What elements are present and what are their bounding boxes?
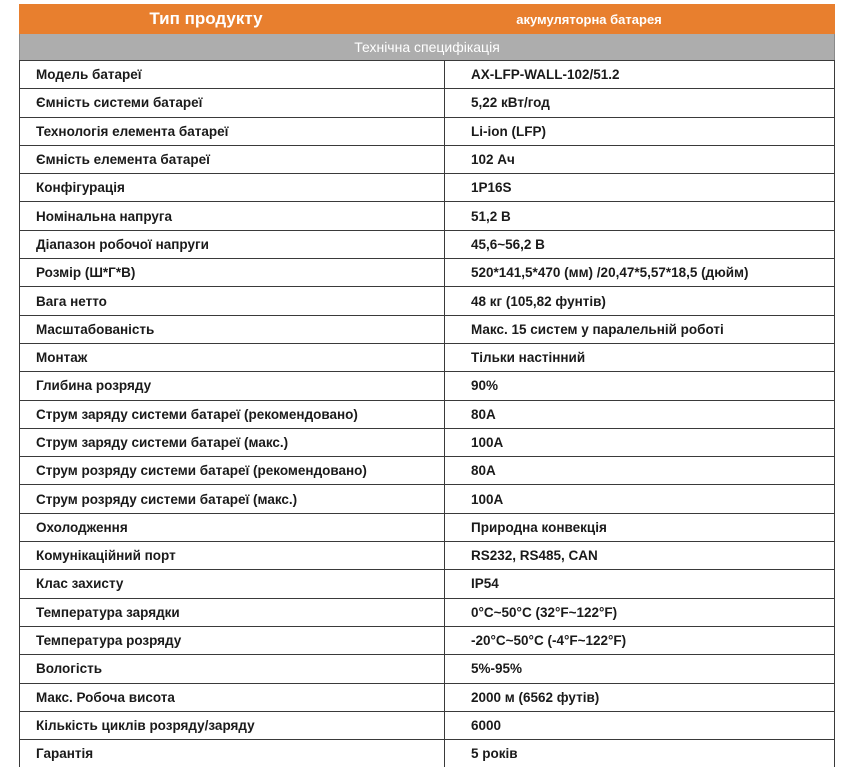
spec-row (20, 287, 835, 315)
spec-label: Комунікаційний порт (20, 542, 445, 570)
product-type-label: Тип продукту (149, 9, 263, 28)
spec-row (20, 485, 835, 513)
spec-value: 6000 (445, 711, 835, 739)
spec-label: Струм заряду системи батареї (макс.) (20, 428, 445, 456)
spec-label: Вологість (20, 655, 445, 683)
spec-row (20, 626, 835, 654)
spec-value: 520*141,5*470 (мм) /20,47*5,57*18,5 (дюйм) (445, 259, 835, 287)
spec-row (20, 598, 835, 626)
spec-label: Монтаж (20, 343, 445, 371)
spec-value: 100A (445, 485, 835, 513)
spec-row (20, 61, 835, 89)
spec-value: 48 кг (105,82 фунтів) (445, 287, 835, 315)
spec-label: Ємність елемента батареї (20, 145, 445, 173)
spec-value: 80A (445, 400, 835, 428)
spec-row (20, 174, 835, 202)
spec-label: Охолодження (20, 513, 445, 541)
spec-row (20, 259, 835, 287)
spec-value: AX-LFP-WALL-102/51.2 (445, 61, 835, 89)
spec-label: Температура розряду (20, 626, 445, 654)
spec-value: 5 років (445, 740, 835, 768)
spec-label: Розмір (Ш*Г*В) (20, 259, 445, 287)
spec-row (20, 372, 835, 400)
spec-value: 45,6~56,2 В (445, 230, 835, 258)
spec-row (20, 457, 835, 485)
spec-value: Макс. 15 систем у паралельній роботі (445, 315, 835, 343)
spec-value: 80A (445, 457, 835, 485)
spec-row (20, 740, 835, 768)
spec-row (20, 202, 835, 230)
spec-label: Діапазон робочої напруги (20, 230, 445, 258)
spec-label: Конфігурація (20, 174, 445, 202)
spec-value: 5,22 кВт/год (445, 89, 835, 117)
spec-value: 102 Ач (445, 145, 835, 173)
spec-value: 2000 м (6562 футів) (445, 683, 835, 711)
spec-value: 90% (445, 372, 835, 400)
spec-value: 1P16S (445, 174, 835, 202)
spec-label: Макс. Робоча висота (20, 683, 445, 711)
spec-sheet (19, 4, 835, 767)
spec-label: Температура зарядки (20, 598, 445, 626)
spec-value: 100A (445, 428, 835, 456)
spec-value: RS232, RS485, CAN (445, 542, 835, 570)
spec-label: Клас захисту (20, 570, 445, 598)
spec-value: IP54 (445, 570, 835, 598)
spec-label: Струм розряду системи батареї (макс.) (20, 485, 445, 513)
spec-value: 51,2 В (445, 202, 835, 230)
spec-row (20, 513, 835, 541)
spec-row (20, 400, 835, 428)
spec-label: Технологія елемента батареї (20, 117, 445, 145)
spec-label: Гарантія (20, 740, 445, 768)
spec-row (20, 145, 835, 173)
spec-label: Вага нетто (20, 287, 445, 315)
product-type-value: акумуляторна батарея (516, 11, 662, 27)
spec-label: Струм розряду системи батареї (рекомендовано) (20, 457, 445, 485)
spec-value: Тільки настінний (445, 343, 835, 371)
spec-row (20, 428, 835, 456)
spec-table (19, 60, 835, 767)
spec-row (20, 683, 835, 711)
spec-row (20, 711, 835, 739)
spec-label: Номінальна напруга (20, 202, 445, 230)
spec-label: Ємність системи батареї (20, 89, 445, 117)
spec-value: 5%-95% (445, 655, 835, 683)
product-type-header (19, 4, 835, 34)
spec-row (20, 315, 835, 343)
spec-label: Масштабованість (20, 315, 445, 343)
section-title: Технічна специфікація (19, 34, 835, 60)
spec-row (20, 570, 835, 598)
spec-value: Li-ion (LFP) (445, 117, 835, 145)
spec-row (20, 230, 835, 258)
spec-row (20, 542, 835, 570)
spec-label: Кількість циклів розряду/заряду (20, 711, 445, 739)
spec-row (20, 343, 835, 371)
spec-label: Модель батареї (20, 61, 445, 89)
spec-value: -20°C~50°C (-4°F~122°F) (445, 626, 835, 654)
spec-row (20, 89, 835, 117)
spec-row (20, 117, 835, 145)
spec-label: Глибина розряду (20, 372, 445, 400)
spec-value: 0°C~50°C (32°F~122°F) (445, 598, 835, 626)
spec-value: Природна конвекція (445, 513, 835, 541)
spec-label: Струм заряду системи батареї (рекомендовано) (20, 400, 445, 428)
spec-row (20, 655, 835, 683)
